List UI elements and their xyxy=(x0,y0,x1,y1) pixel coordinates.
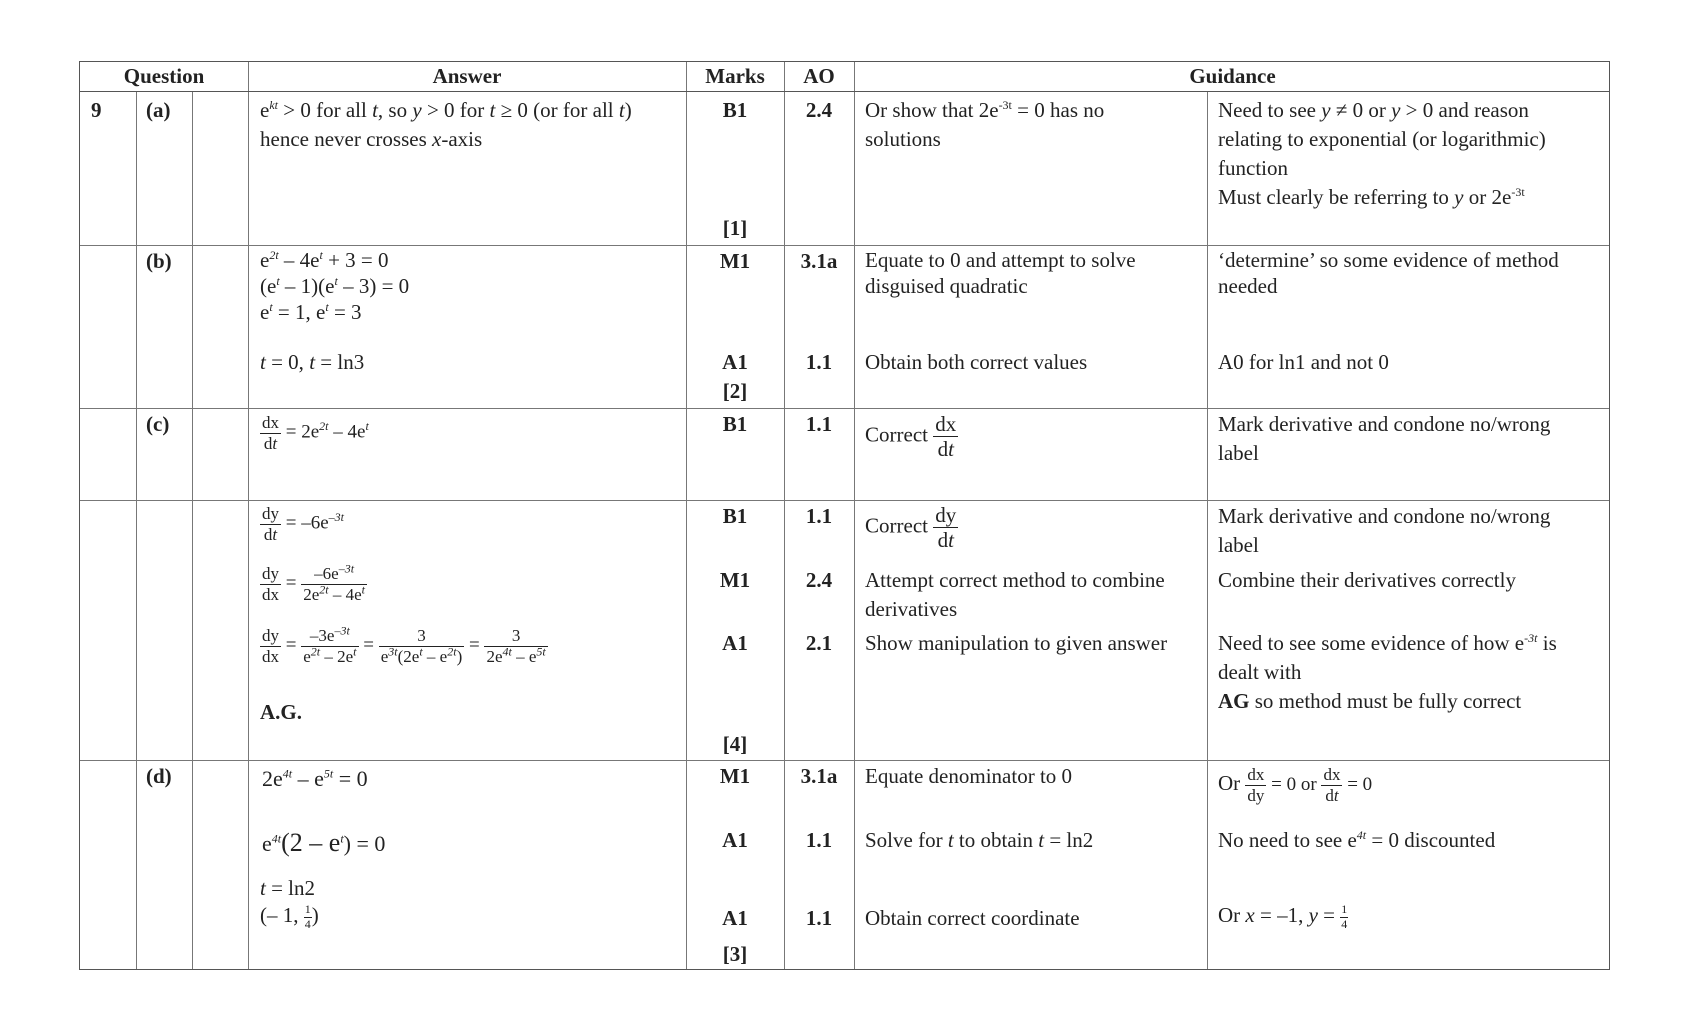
guidance-c-line5: Show manipulation to given answer xyxy=(865,631,1168,655)
guidance-d-line3: Obtain correct coordinate xyxy=(865,906,1080,930)
header-guidance: Guidance xyxy=(1189,64,1276,88)
guidance-b-line3: Obtain both correct values xyxy=(865,350,1088,374)
part-label-d: (d) xyxy=(146,764,172,788)
guidance-a-line2: solutions xyxy=(865,127,941,151)
col-divider xyxy=(192,92,193,969)
answer-d-line4: (– 1, $\frac{1}{4}$ ) xyxy=(260,902,319,931)
part-label-b: (b) xyxy=(146,249,172,273)
guidance-c-note5: Combine their derivatives correctly xyxy=(1218,568,1516,592)
answer-c-simplify: $\frac{dy}{dx}$ = $\frac{-3e^{-3t}}{e^{2t} - 2e^t}$ = $\frac{3}{e^{3t}(2e^t - e^{2t})}$ = $\frac{3}{2e^{4t} - e^{5t}}$ xyxy=(262,623,546,666)
guidance-b-note3: A0 for ln1 and not 0 xyxy=(1218,350,1389,374)
guidance-b-note1: ‘determine’ so some evidence of method xyxy=(1218,248,1559,272)
guidance-a-note4: Must clearly be referring to y or $2e^{-3t}$ xyxy=(1218,185,1525,209)
header-answer: Answer xyxy=(432,64,502,88)
col-divider xyxy=(248,62,249,969)
answer-d-line2: $e^{4t}(2 - e^t) = 0$ xyxy=(262,828,386,857)
total-a: [1] xyxy=(722,216,748,240)
guidance-c-note1: Mark derivative and condone no/wrong xyxy=(1218,412,1551,436)
col-divider xyxy=(136,92,137,969)
mark-a: B1 xyxy=(722,98,748,122)
guidance-c-line2: Correct $\frac{dy}{dt}$ xyxy=(865,503,957,553)
ao-c-3: 2.4 xyxy=(805,568,833,592)
header-divider xyxy=(80,91,1609,92)
mark-d-2: A1 xyxy=(722,828,748,852)
mark-b-1: M1 xyxy=(719,249,751,273)
mark-c-2: B1 xyxy=(722,504,748,528)
guidance-d-note2: No need to see $e^{4t} = 0$ discounted xyxy=(1218,828,1496,852)
guidance-c-note8: AG so method must be fully correct xyxy=(1218,689,1522,713)
guidance-d-note3: Or x = –1, y = $\frac{1}{4}$ xyxy=(1218,902,1348,931)
guidance-a-note2: relating to exponential (or logarithmic) xyxy=(1218,127,1546,151)
guidance-a-line1: Or show that $2e^{-3t} = 0$ has no xyxy=(865,98,1105,122)
guidance-d-line1: Equate denominator to 0 xyxy=(865,764,1073,788)
guidance-c-note7: dealt with xyxy=(1218,660,1302,684)
part-label-a: (a) xyxy=(146,98,171,122)
ao-c-1: 1.1 xyxy=(805,412,833,436)
ao-b-1: 3.1a xyxy=(800,249,838,273)
total-c: [4] xyxy=(722,732,748,756)
col-divider xyxy=(854,62,855,969)
mark-d-1: M1 xyxy=(719,764,751,788)
guidance-c-note6: Need to see some evidence of how $e^{-3t}$ is xyxy=(1218,631,1557,655)
mark-c-4: A1 xyxy=(722,631,748,655)
row-divider xyxy=(80,245,1609,246)
guidance-c-note3: Mark derivative and condone no/wrong xyxy=(1218,504,1551,528)
header-question: Question xyxy=(123,64,205,88)
row-divider xyxy=(80,500,1609,501)
answer-c-ag: A.G. xyxy=(260,700,302,724)
guidance-a-note3: function xyxy=(1218,156,1288,180)
guidance-b-note2: needed xyxy=(1218,274,1278,298)
question-number: 9 xyxy=(91,98,102,122)
mark-b-2: A1 xyxy=(722,350,748,374)
row-divider xyxy=(80,760,1609,761)
answer-c-dxdt: $\frac{dx}{dt}$ = $2e^{2t} - 4e^t$ xyxy=(262,413,369,453)
row-divider xyxy=(80,408,1609,409)
total-d: [3] xyxy=(722,942,748,966)
mark-c-1: B1 xyxy=(722,412,748,436)
header-marks: Marks xyxy=(705,64,765,88)
ao-d-2: 1.1 xyxy=(805,828,833,852)
ao-b-2: 1.1 xyxy=(805,350,833,374)
ao-a: 2.4 xyxy=(805,98,833,122)
header-ao: AO xyxy=(803,64,835,88)
guidance-c-note4: label xyxy=(1218,533,1259,557)
guidance-c-line1: Correct $\frac{dx}{dt}$ xyxy=(865,412,957,462)
guidance-b-line2: disguised quadratic xyxy=(865,274,1028,298)
mark-c-3: M1 xyxy=(719,568,751,592)
guidance-c-line4: derivatives xyxy=(865,597,958,621)
part-label-c: (c) xyxy=(146,412,170,436)
answer-d-line1: $2e^{4t} - e^{5t} = 0$ xyxy=(262,766,368,791)
guidance-c-line3: Attempt correct method to combine xyxy=(865,568,1165,592)
guidance-b-line1: Equate to 0 and attempt to solve xyxy=(865,248,1136,272)
answer-d-line3: t = ln2 xyxy=(260,876,316,900)
answer-b-line2: $(e^t - 1)(e^t - 3) = 0$ xyxy=(260,274,410,298)
guidance-d-line2: Solve for t to obtain t = ln2 xyxy=(865,828,1094,852)
answer-c-dydx: $\frac{dy}{dx}$ = $\frac{-6e^{-3t}}{2e^{2t} - 4e^t}$ xyxy=(262,561,365,604)
answer-b-line1: $e^{2t} - 4e^t + 3 = 0$ xyxy=(260,248,389,272)
answer-c-dydt: $\frac{dy}{dt}$ = $-6e^{-3t}$ xyxy=(262,504,344,544)
ao-d-3: 1.1 xyxy=(805,906,833,930)
ao-c-4: 2.1 xyxy=(805,631,833,655)
guidance-c-note2: label xyxy=(1218,441,1259,465)
total-b: [2] xyxy=(722,379,748,403)
answer-a-line1: $e^{kt} > 0$ for all t, so y > 0 for t ≥ 0 (or for all t) xyxy=(260,98,632,122)
answer-a-line2: hence never crosses x-axis xyxy=(260,127,483,151)
answer-b-line4: t = 0, t = ln3 xyxy=(260,350,365,374)
ao-d-1: 3.1a xyxy=(800,764,838,788)
mark-d-3: A1 xyxy=(722,906,748,930)
answer-b-line3: $e^t = 1$, $e^t = 3$ xyxy=(260,300,362,324)
ao-c-2: 1.1 xyxy=(805,504,833,528)
mark-scheme-table xyxy=(79,61,1610,970)
guidance-a-note1: Need to see y ≠ 0 or y > 0 and reason xyxy=(1218,98,1529,122)
guidance-d-note1: Or $\frac{dx}{dy}$ = 0 or $\frac{dx}{dt}$ = 0 xyxy=(1218,765,1373,805)
col-divider xyxy=(1207,92,1208,969)
